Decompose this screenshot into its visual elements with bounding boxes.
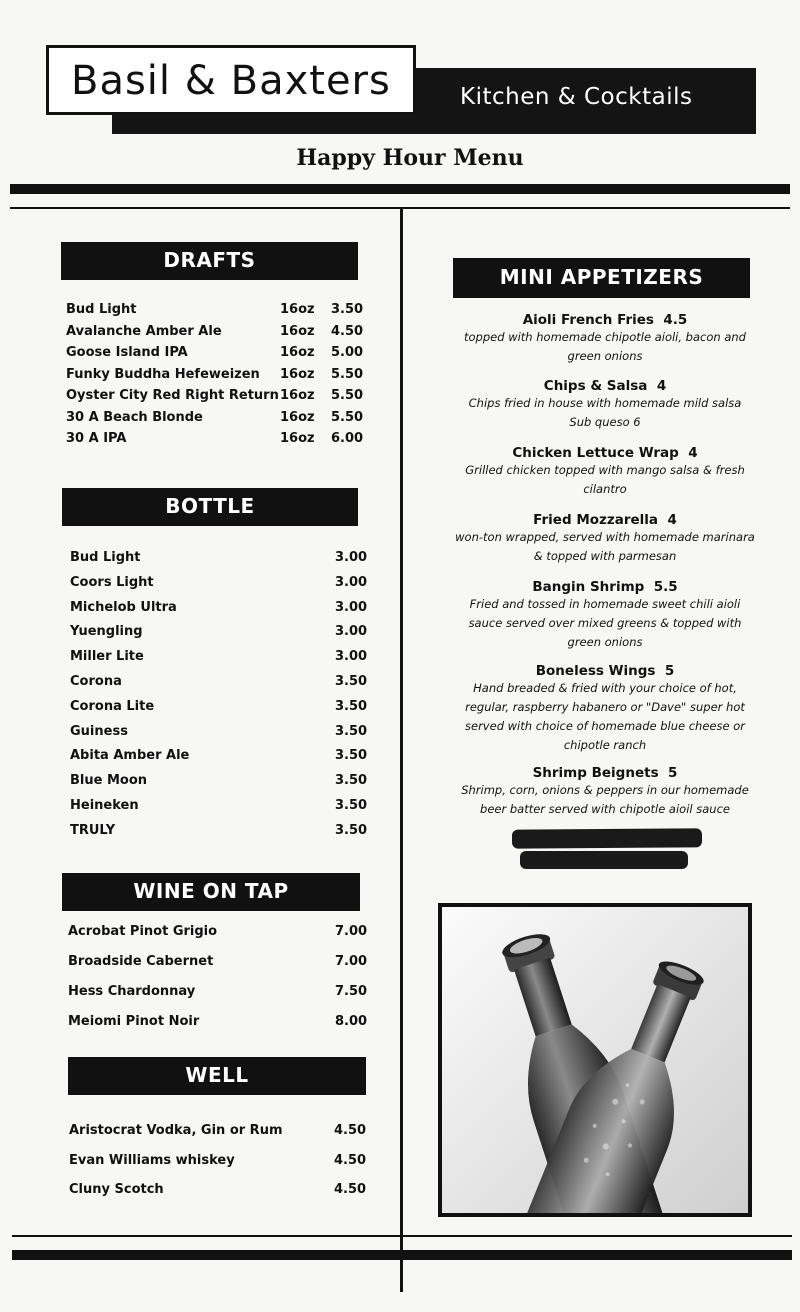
top-rule (10, 184, 790, 194)
item-name: Yuengling (70, 624, 143, 640)
appetizer-title (440, 445, 770, 461)
item-price: 3.00 (335, 574, 368, 590)
item-price: 5.50 (331, 409, 364, 425)
item-name: Aristocrat Vodka, Gin or Rum (69, 1123, 283, 1138)
appetizer-desc-line: Chips fried in house with homemade mild salsa (468, 396, 742, 410)
redaction-marker (520, 851, 688, 869)
appetizer-price: 4 (688, 445, 698, 461)
item-name: 30 A IPA (66, 431, 127, 446)
appetizer-desc-line: sauce served over mixed greens & topped with (468, 616, 742, 630)
item-price: 3.50 (335, 723, 368, 739)
item-price: 3.50 (331, 302, 364, 317)
menu-title: Happy Hour Menu (296, 145, 524, 171)
appetizer-item (440, 312, 770, 366)
appetizer-desc-line: green onions (567, 349, 643, 363)
item-name: Abita Amber Ale (70, 748, 190, 764)
item-price: 5.00 (331, 345, 364, 360)
appetizer-name: Shrimp Beignets (532, 765, 659, 781)
item-name: Meiomi Pinot Noir (68, 1014, 200, 1029)
item-name: Bud Light (70, 550, 141, 565)
item-name: Miller Lite (70, 649, 144, 665)
item-name: Blue Moon (70, 773, 148, 789)
item-name: Acrobat Pinot Grigio (68, 924, 218, 939)
item-size: 16oz (280, 323, 315, 339)
item-name: Cluny Scotch (69, 1182, 164, 1197)
bottles-illustration (442, 907, 748, 1213)
appetizer-price: 5 (664, 663, 675, 679)
appetizer-desc-line: green onions (567, 635, 643, 649)
item-price: 4.50 (334, 1123, 367, 1138)
item-size: 16oz (280, 409, 315, 425)
item-name: Hess Chardonnay (68, 984, 196, 999)
appetizer-desc-line: chipotle ranch (563, 738, 647, 752)
item-price: 4.50 (331, 323, 364, 339)
appetizer-desc-line: Shrimp, corn, onions & peppers in our homemade (461, 783, 749, 797)
appetizer-desc-line: & topped with parmesan (533, 549, 677, 563)
item-name: Heineken (70, 798, 139, 813)
item-name: Evan Williams whiskey (69, 1152, 235, 1168)
item-name: Corona Lite (70, 698, 155, 714)
appetizer-name: Aioli French Fries (522, 312, 654, 328)
appetizer-item (440, 663, 770, 755)
appetizer-price: 4 (667, 512, 677, 528)
item-price: 6.00 (331, 431, 364, 446)
bottle-header: BOTTLE (62, 488, 358, 526)
appetizer-title (440, 765, 770, 781)
item-name: Michelob Ultra (70, 599, 177, 615)
item-name: Funky Buddha Hefeweizen (66, 366, 260, 382)
item-price: 7.50 (335, 984, 368, 999)
appetizer-desc-line: cilantro (583, 482, 627, 496)
appetizer-desc-line: Fried and tossed in homemade sweet chili aioli (469, 597, 741, 611)
item-name: Broadside Cabernet (68, 954, 214, 969)
appetizer-desc-line: beer batter served with chipotle aioil sauce (480, 802, 730, 816)
drafts-header: DRAFTS (61, 242, 358, 280)
item-size: 16oz (280, 388, 315, 403)
appetizer-title (440, 579, 770, 595)
item-price: 3.50 (335, 773, 368, 789)
item-price: 3.50 (335, 748, 368, 764)
appetizer-item (440, 765, 770, 819)
appetizer-title (440, 512, 770, 528)
item-price: 3.00 (335, 550, 368, 565)
appetizer-desc-line: Sub queso 6 (569, 415, 641, 429)
appetizers-header: MINI APPETIZERS (453, 258, 750, 298)
item-name: 30 A Beach Blonde (66, 409, 203, 425)
appetizer-item (440, 445, 770, 499)
item-price: 7.00 (335, 954, 368, 969)
appetizer-desc-line: topped with homemade chipotle aioli, bacon and (464, 330, 746, 344)
appetizer-item (440, 512, 770, 566)
item-price: 3.50 (335, 822, 368, 838)
wine-on-tap-header: WINE ON TAP (62, 873, 360, 911)
appetizer-desc-line: regular, raspberry habanero or "Dave" super hot (465, 700, 745, 714)
tagline: Kitchen & Cocktails (460, 84, 693, 110)
bottles-photo (438, 903, 752, 1217)
appetizer-title (440, 663, 770, 679)
appetizer-name: Chicken Lettuce Wrap (512, 445, 679, 461)
appetizer-name: Chips & Salsa (543, 378, 648, 394)
item-price: 3.00 (335, 649, 368, 665)
item-size: 16oz (280, 366, 315, 382)
item-name: TRULY (70, 822, 116, 838)
item-price: 5.50 (331, 366, 364, 382)
appetizer-title (440, 312, 770, 328)
item-price: 3.50 (335, 698, 368, 714)
appetizer-desc-line: Grilled chicken topped with mango salsa & fresh (465, 463, 745, 477)
item-name: Guiness (70, 723, 128, 739)
item-name: Corona (70, 674, 122, 689)
appetizer-name: Fried Mozzarella (533, 512, 659, 528)
appetizer-desc-line: won-ton wrapped, served with homemade marinara (455, 530, 755, 544)
item-price: 3.00 (335, 599, 368, 615)
item-price: 4.50 (334, 1152, 367, 1168)
item-name: Coors Light (70, 574, 154, 590)
item-size: 16oz (280, 345, 315, 360)
bottom-thin-rule (12, 1235, 792, 1237)
appetizer-item (440, 378, 770, 432)
appetizer-item (440, 579, 770, 652)
appetizer-title (440, 378, 770, 394)
well-header: WELL (68, 1057, 366, 1095)
appetizer-price: 5 (668, 765, 678, 781)
appetizer-desc-line: Hand breaded & fried with your choice of hot, (473, 681, 737, 695)
column-divider (400, 209, 403, 1292)
appetizer-desc-line: served with choice of homemade blue cheese or (465, 719, 745, 733)
appetizer-name: Boneless Wings (535, 663, 656, 679)
item-size: 16oz (280, 302, 315, 317)
item-name: Avalanche Amber Ale (66, 323, 222, 339)
item-name: Oyster City Red Right Return (66, 388, 279, 403)
item-name: Bud Light (66, 302, 137, 317)
appetizer-price: 4 (656, 378, 667, 394)
item-price: 3.50 (335, 674, 368, 689)
bottom-rule (12, 1250, 792, 1260)
restaurant-name: Basil & Baxters (46, 45, 416, 115)
appetizer-name: Bangin Shrimp (532, 579, 645, 595)
appetizer-price: 4.5 (663, 312, 688, 328)
item-size: 16oz (280, 431, 315, 446)
item-price: 3.50 (335, 798, 368, 813)
item-price: 8.00 (335, 1014, 368, 1029)
item-price: 5.50 (331, 388, 364, 403)
item-name: Goose Island IPA (66, 345, 188, 360)
item-price: 7.00 (335, 924, 368, 939)
appetizer-price: 5.5 (653, 579, 678, 595)
item-price: 3.00 (335, 624, 368, 640)
item-price: 4.50 (334, 1182, 367, 1197)
redaction-marker (512, 828, 702, 848)
